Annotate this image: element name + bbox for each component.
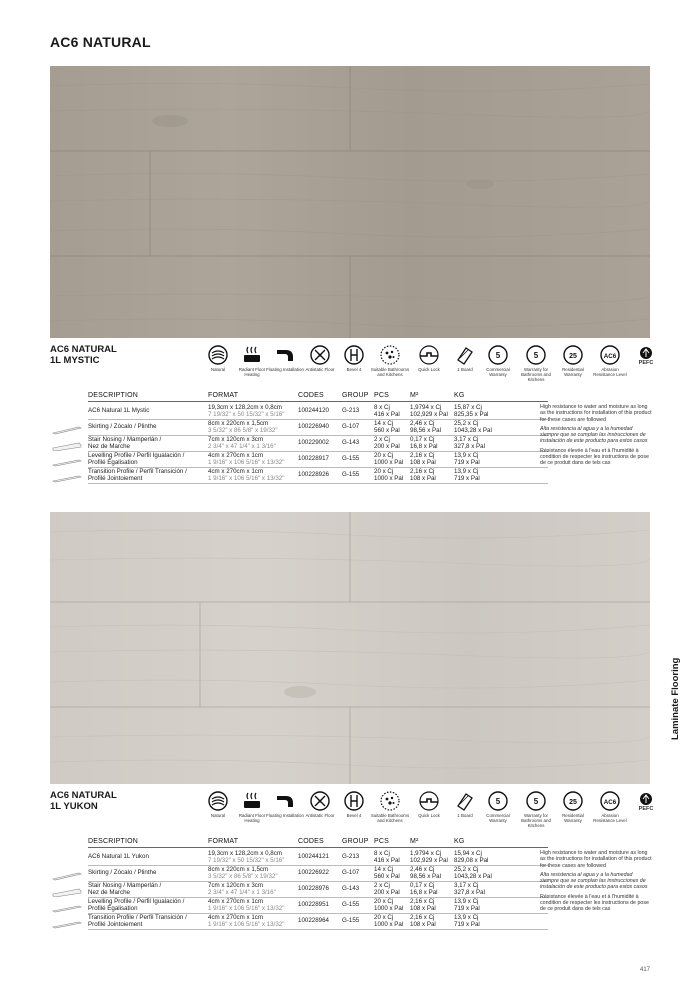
row-kg-box: 3,17 x Cj — [454, 435, 479, 443]
row-m2-pallet: 108 x Pal — [410, 458, 436, 466]
side-tab: Laminate Flooring — [670, 657, 681, 740]
table-row — [50, 435, 510, 451]
icon-caption: Floating Installation — [266, 367, 304, 372]
moisture-note — [540, 404, 652, 470]
row-code: 100228964 — [298, 917, 329, 924]
note-es: Alta resistencia al agua y a la humedad siempre que se cumplan las instrucciones de instalación de este producto para estos casos — [540, 871, 648, 891]
row-description: Stair Nosing / Mamperlán / — [88, 881, 162, 889]
icon-caption: Warranty for Bathrooms and Kitchens — [521, 367, 551, 382]
floor-photo-mystic — [50, 66, 650, 338]
row-code: 100226940 — [298, 423, 329, 430]
wet-warranty-icon — [516, 344, 556, 382]
row-kg-pallet: 1043,28 x Pal — [454, 872, 492, 880]
row-description: Stair Nosing / Mamperlán / — [88, 435, 162, 443]
row-kg-box: 13,9 x Cj — [454, 897, 479, 905]
moisture-note — [540, 850, 652, 916]
icon-caption: Radiant Floor Heating — [238, 367, 266, 377]
profile-thumbnail — [52, 470, 82, 479]
row-m2-pallet: 102,929 x Pal — [410, 856, 448, 864]
row-m2-pallet: 16,8 x Pal — [410, 888, 438, 896]
header-codes: CODES — [298, 392, 324, 399]
profile-thumbnail — [52, 422, 82, 431]
row-pcs-box: 20 x Cj — [374, 897, 394, 905]
product-name — [50, 790, 160, 812]
svg-text:25: 25 — [569, 799, 577, 806]
row-pcs-pallet: 1000 x Pal — [374, 920, 404, 928]
row-code: 100244120 — [298, 407, 329, 414]
header-description: DESCRIPTION — [88, 392, 139, 399]
feature-icons — [198, 344, 658, 384]
row-m2-box: 2,16 x Cj — [410, 451, 435, 459]
header-kg: KG — [454, 838, 465, 845]
row-pcs-pallet: 560 x Pal — [374, 426, 400, 434]
row-pcs-pallet: 416 x Pal — [374, 856, 400, 864]
row-description: Skirting / Zócalo / Plinthe — [88, 423, 157, 430]
table-row — [50, 403, 510, 419]
icon-caption: Commercial Warranty — [486, 367, 510, 377]
row-kg-box: 15,94 x Cj — [454, 849, 482, 857]
row-kg-pallet: 327,8 x Pal — [454, 442, 485, 450]
profile-thumbnail — [52, 884, 82, 893]
row-pcs-box: 14 x Cj — [374, 419, 394, 427]
row-pcs-pallet: 200 x Pal — [374, 442, 400, 450]
svg-text:AC6: AC6 — [603, 353, 617, 360]
table-row — [50, 451, 510, 467]
row-description: Levelling Profile / Perfil Igualación / — [88, 897, 185, 905]
svg-text:5: 5 — [533, 797, 539, 806]
header-group: GROUP — [342, 838, 369, 845]
row-code: 100228926 — [298, 471, 329, 478]
icon-caption: Bevel 4 — [346, 813, 362, 818]
row-m2-box: 2,46 x Cj — [410, 865, 435, 873]
note-en: High resistance to water and moisture as long as the instructions for installation of this product for these cases are followed — [540, 850, 652, 869]
profile-thumbnail — [52, 454, 82, 463]
table-row — [50, 849, 510, 865]
icon-caption: Suitable Bathrooms and Kitchens — [370, 813, 410, 823]
pefc-icon — [626, 790, 666, 812]
row-description: Transition Profile / Perfil Transición / — [88, 913, 187, 921]
floor-photo-yukon — [50, 512, 650, 784]
bevel-icon — [334, 344, 374, 373]
header-pcs: PCS — [374, 838, 389, 845]
header-m2: M² — [410, 392, 419, 399]
row-pcs-box: 20 x Cj — [374, 451, 394, 459]
row-pcs-box: 2 x Cj — [374, 435, 390, 443]
page-title: AC6 NATURAL — [50, 34, 151, 50]
row-group: G-143 — [342, 439, 360, 446]
table-row — [50, 897, 510, 913]
row-group: G-155 — [342, 917, 360, 924]
row-m2-pallet: 98,56 x Pal — [410, 426, 441, 434]
svg-text:AC6: AC6 — [603, 799, 617, 806]
row-kg-box: 13,9 x Cj — [454, 467, 479, 475]
icon-caption: Suitable Bathrooms and Kitchens — [370, 367, 410, 377]
row-format: 4cm x 270cm x 1cm — [208, 467, 264, 475]
row-group: G-213 — [342, 853, 360, 860]
row-m2-box: 2,16 x Cj — [410, 913, 435, 921]
icon-caption: Quick Lock — [418, 367, 440, 372]
row-format: 4cm x 270cm x 1cm — [208, 897, 264, 905]
row-description-2: Profilé Jointoiement — [88, 920, 143, 928]
icon-caption: Antistatic Floor — [305, 367, 335, 372]
product-name-line1: AC6 NATURAL — [50, 790, 117, 801]
row-format: 4cm x 270cm x 1cm — [208, 913, 264, 921]
table-row — [50, 419, 510, 435]
row-pcs-box: 20 x Cj — [374, 913, 394, 921]
row-format-imperial: 1 9/16" x 106 5/16" x 13/32" — [208, 458, 285, 466]
row-kg-box: 13,9 x Cj — [454, 913, 479, 921]
icon-caption: Quick Lock — [418, 813, 440, 818]
row-format: 7cm x 120cm x 3cm — [208, 881, 264, 889]
product-name-line1: AC6 NATURAL — [50, 344, 117, 355]
icon-caption: 1 Board — [457, 367, 473, 372]
row-m2-box: 0,17 x Cj — [410, 435, 435, 443]
row-kg-pallet: 719 x Pal — [454, 920, 480, 928]
row-format: 19,3cm x 128,2cm x 0,8cm — [208, 849, 282, 857]
table-row — [50, 881, 510, 897]
icon-caption: Natural — [210, 367, 226, 372]
header-format: FORMAT — [208, 392, 239, 399]
icon-caption: Floating Installation — [266, 813, 304, 818]
row-pcs-pallet: 560 x Pal — [374, 872, 400, 880]
row-m2-box: 0,17 x Cj — [410, 881, 435, 889]
page-number: 417 — [639, 967, 650, 973]
row-description: AC6 Natural 1L Mystic — [88, 407, 150, 414]
row-group: G-143 — [342, 885, 360, 892]
row-group: G-155 — [342, 901, 360, 908]
row-pcs-box: 8 x Cj — [374, 849, 390, 857]
row-pcs-pallet: 1000 x Pal — [374, 474, 404, 482]
row-pcs-box: 2 x Cj — [374, 881, 390, 889]
icon-caption: Abrasion Resistance Level — [593, 813, 627, 823]
feature-icons — [198, 790, 658, 830]
row-m2-box: 2,16 x Cj — [410, 897, 435, 905]
profile-thumbnail — [52, 900, 82, 909]
commercial-warranty-icon — [478, 344, 518, 378]
row-pcs-pallet: 200 x Pal — [374, 888, 400, 896]
row-format-imperial: 2 3/4" x 47 1/4" x 1 3/16" — [208, 888, 276, 896]
note-es: Alta resistencia al agua y a la humedad siempre que se cumplan las instrucciones de instalación de este producto para estos casos — [540, 425, 648, 445]
row-kg-pallet: 829,08 x Pal — [454, 856, 489, 864]
icon-caption: Bevel 4 — [346, 367, 362, 372]
note-fr: Résistance élevée à l'eau et à l'humidité à condition de respecter les instructions de pose de ce produit dans de tels cas — [540, 893, 649, 913]
icon-caption: Natural — [210, 813, 226, 818]
header-format: FORMAT — [208, 838, 239, 845]
table-row — [50, 467, 510, 483]
row-m2-box: 2,46 x Cj — [410, 419, 435, 427]
header-kg: KG — [454, 392, 465, 399]
floating-installation-icon — [265, 344, 305, 373]
row-kg-pallet: 719 x Pal — [454, 904, 480, 912]
row-format-imperial: 7 19/32" x 50 15/32" x 5/16" — [208, 856, 285, 864]
icon-caption: Abrasion Resistance Level — [593, 367, 627, 377]
row-pcs-box: 8 x Cj — [374, 403, 390, 411]
svg-text:5: 5 — [495, 351, 501, 360]
floating-installation-icon — [265, 790, 305, 819]
abrasion-icon — [590, 344, 630, 378]
row-m2-pallet: 16,8 x Pal — [410, 442, 438, 450]
row-group: G-107 — [342, 423, 360, 430]
abrasion-icon — [590, 790, 630, 824]
quick-lock-icon — [409, 344, 449, 373]
row-m2-box: 1,9794 x Cj — [410, 849, 442, 857]
icon-caption: Commercial Warranty — [486, 813, 510, 823]
row-kg-pallet: 327,8 x Pal — [454, 888, 485, 896]
row-description: AC6 Natural 1L Yukon — [88, 853, 149, 860]
svg-text:5: 5 — [533, 351, 539, 360]
row-description-2: Nez de Marche — [88, 888, 130, 896]
pefc-icon — [626, 344, 666, 366]
row-description-2: Profilé Égalisation — [88, 904, 138, 912]
row-kg-pallet: 719 x Pal — [454, 458, 480, 466]
row-m2-box: 2,16 x Cj — [410, 467, 435, 475]
row-code: 100228976 — [298, 885, 329, 892]
row-kg-box: 3,17 x Cj — [454, 881, 479, 889]
row-format: 8cm x 220cm x 1,5cm — [208, 865, 269, 873]
row-kg-box: 15,87 x Cj — [454, 403, 482, 411]
residential-warranty-icon — [553, 790, 593, 824]
profile-thumbnail — [52, 916, 82, 925]
row-code: 100228917 — [298, 455, 329, 462]
row-pcs-pallet: 1000 x Pal — [374, 458, 404, 466]
row-description-2: Profilé Jointoiement — [88, 474, 143, 482]
icon-caption: 1 Board — [457, 813, 473, 818]
row-group: G-107 — [342, 869, 360, 876]
note-en: High resistance to water and moisture as long as the instructions for installation of this product for these cases are followed — [540, 404, 652, 423]
icon-caption: Residential Warranty — [562, 367, 584, 377]
row-format: 8cm x 220cm x 1,5cm — [208, 419, 269, 427]
row-format: 19,3cm x 128,2cm x 0,8cm — [208, 403, 282, 411]
row-m2-pallet: 98,56 x Pal — [410, 872, 441, 880]
product-name-line2: 1L YUKON — [50, 801, 98, 812]
icon-caption: Radiant Floor Heating — [238, 813, 266, 823]
row-description: Skirting / Zócalo / Plinthe — [88, 869, 157, 876]
icon-caption: Residential Warranty — [562, 813, 584, 823]
row-format: 4cm x 270cm x 1cm — [208, 451, 264, 459]
row-description-2: Nez de Marche — [88, 442, 130, 450]
table-row — [50, 865, 510, 881]
header-m2: M² — [410, 838, 419, 845]
row-m2-pallet: 102,929 x Pal — [410, 410, 448, 418]
quick-lock-icon — [409, 790, 449, 819]
profile-thumbnail — [52, 868, 82, 877]
row-pcs-box: 14 x Cj — [374, 865, 394, 873]
row-m2-pallet: 108 x Pal — [410, 474, 436, 482]
row-group: G-155 — [342, 471, 360, 478]
row-format-imperial: 2 3/4" x 47 1/4" x 1 3/16" — [208, 442, 276, 450]
row-group: G-155 — [342, 455, 360, 462]
row-format-imperial: 1 9/16" x 106 5/16" x 13/32" — [208, 920, 285, 928]
row-description: Transition Profile / Perfil Transición / — [88, 467, 187, 475]
profile-thumbnail — [52, 438, 82, 447]
row-pcs-pallet: 416 x Pal — [374, 410, 400, 418]
row-format-imperial: 7 19/32" x 50 15/32" x 5/16" — [208, 410, 285, 418]
svg-text:5: 5 — [495, 797, 501, 806]
commercial-warranty-icon — [478, 790, 518, 824]
note-fr: Résistance élevée à l'eau et à l'humidité à condition de respecter les instructions de pose de ce produit dans de tels cas — [540, 447, 649, 467]
row-code: 100229002 — [298, 439, 329, 446]
row-code: 100226922 — [298, 869, 329, 876]
product-name-line2: 1L MYSTIC — [50, 355, 100, 366]
row-pcs-box: 20 x Cj — [374, 467, 394, 475]
row-m2-pallet: 108 x Pal — [410, 920, 436, 928]
row-m2-pallet: 108 x Pal — [410, 904, 436, 912]
icon-caption: Warranty for Bathrooms and Kitchens — [521, 813, 551, 828]
pefc-label: PEFC — [638, 360, 654, 366]
row-format-imperial: 3 5/32" x 86 5/8" x 19/32" — [208, 426, 278, 434]
row-format-imperial: 3 5/32" x 86 5/8" x 19/32" — [208, 872, 278, 880]
row-format-imperial: 1 9/16" x 106 5/16" x 13/32" — [208, 474, 285, 482]
row-kg-box: 25,2 x Cj — [454, 419, 479, 427]
pefc-label: PEFC — [638, 806, 654, 812]
row-description-2: Profilé Égalisation — [88, 458, 138, 466]
row-description: Levelling Profile / Perfil Igualación / — [88, 451, 185, 459]
header-description: DESCRIPTION — [88, 838, 139, 845]
row-kg-box: 25,2 x Cj — [454, 865, 479, 873]
bevel-icon — [334, 790, 374, 819]
row-code: 100228951 — [298, 901, 329, 908]
icon-caption: Antistatic Floor — [305, 813, 335, 818]
row-format: 7cm x 120cm x 3cm — [208, 435, 264, 443]
wet-warranty-icon — [516, 790, 556, 828]
row-format-imperial: 1 9/16" x 106 5/16" x 13/32" — [208, 904, 285, 912]
row-pcs-pallet: 1000 x Pal — [374, 904, 404, 912]
row-kg-pallet: 1043,28 x Pal — [454, 426, 492, 434]
row-kg-box: 13,9 x Cj — [454, 451, 479, 459]
row-group: G-213 — [342, 407, 360, 414]
table-row — [50, 913, 510, 929]
row-kg-pallet: 719 x Pal — [454, 474, 480, 482]
header-codes: CODES — [298, 838, 324, 845]
row-code: 100244121 — [298, 853, 329, 860]
header-group: GROUP — [342, 392, 369, 399]
residential-warranty-icon — [553, 344, 593, 378]
product-name — [50, 344, 160, 366]
row-kg-pallet: 825,35 x Pal — [454, 410, 489, 418]
header-pcs: PCS — [374, 392, 389, 399]
bathrooms-kitchens-icon — [370, 344, 410, 378]
bathrooms-kitchens-icon — [370, 790, 410, 824]
svg-text:25: 25 — [569, 353, 577, 360]
row-m2-box: 1,9794 x Cj — [410, 403, 442, 411]
